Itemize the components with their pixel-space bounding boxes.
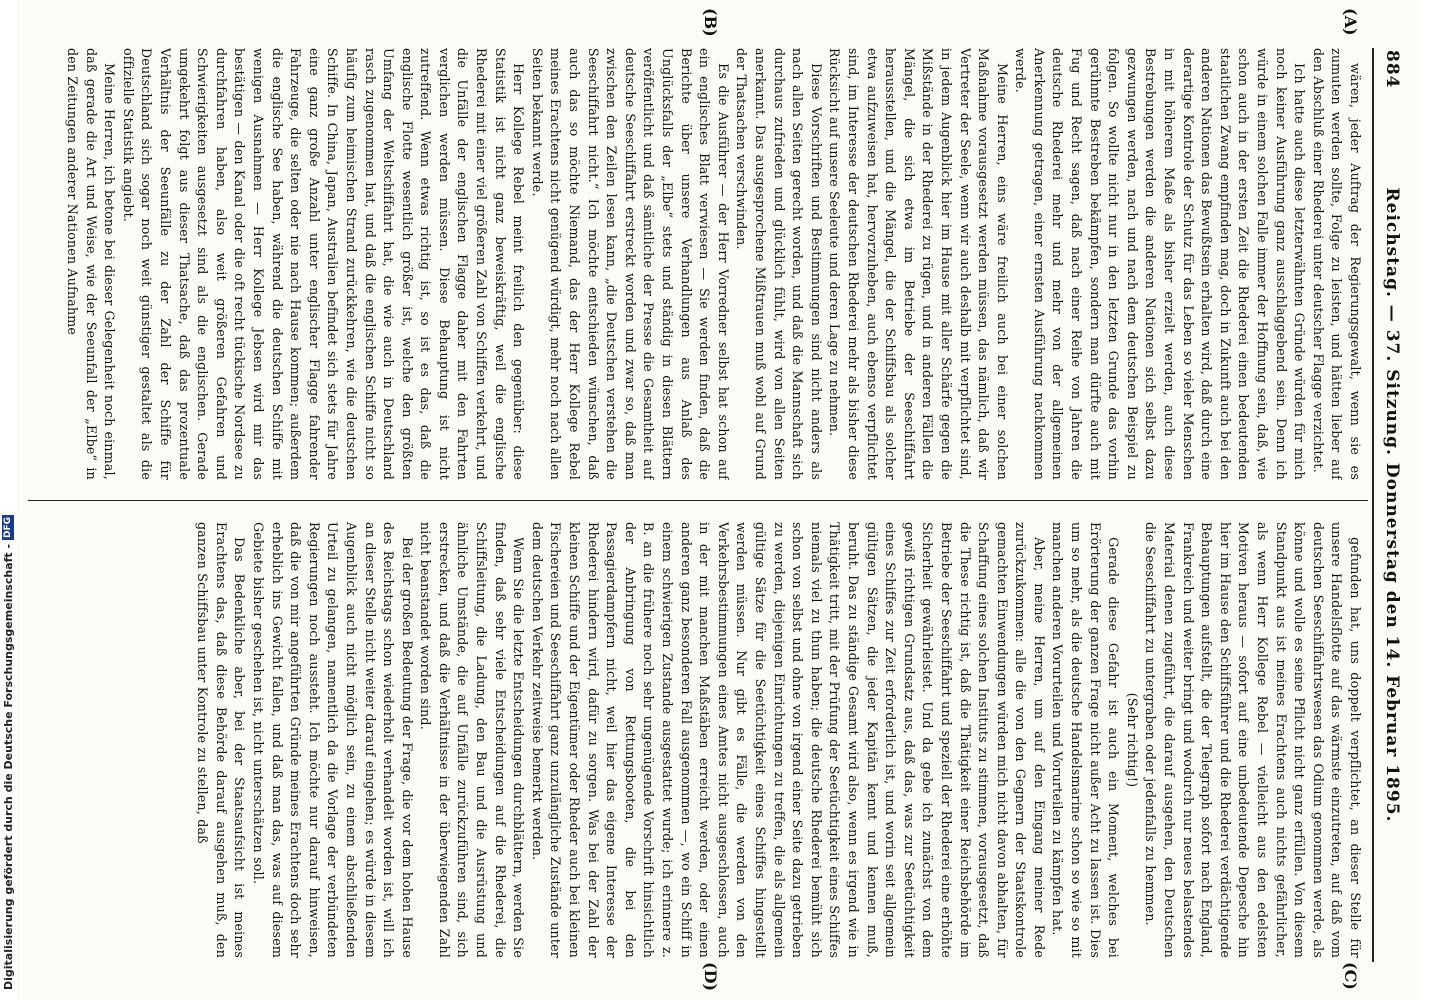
dfg-logo: DFG xyxy=(3,516,13,538)
paragraph: Meine Herren, eins wäre freilich auch bei einer solchen Maßnahme vorausgesetzt werden müssen, das nämlich, daß wir Vertreter der Seele, wenn wir auch deshalb mit verpflichtet sind, in jedem Augenblick hier im Hause mit aller Schärfe gegen die Mißstände in der Rhederei zu rügen, und in anderen Fällen die Mängel, die sich etwa im Betriebe der Seeschiffahrt herausstellen, und die Mängel, die der Schiffsbau als solcher etwa aufzuweisen hat, hervorzuheben, auch ebenso verpflichtet sind, im Interesse der deutschen Rhederei mehr als bisher diese Rücksicht auf unsere Seeleute und deren Lage zu nehmen. xyxy=(827,48,1010,480)
margin-mark-b: (B) xyxy=(701,8,720,37)
page-number: 884 xyxy=(1382,50,1402,89)
margin-mark-a: (A) xyxy=(1341,8,1360,36)
paragraph: Es die Ausführer — der Herr Vorredner selbst hat schon auf ein englisches Blatt verwiesen — Sie werden finden, daß die Berichte über unsere Verhandlungen aus Anlaß des Unglücksfalls der „Elbe“ stets und ständig in diesen Blättern veröffentlicht und daß sämtliche der Presse die Gesamtheit auf deutsche Seeschiffahrt erstreckt worden und zwar so, daß man zwischen den Zeilen lesen kann, „die Deutschen verstehen die Seeschiffahrt nicht.“ Ich möchte entschieden wünschen, daß auch das so möchte Niemand, das der Herr Kollege Rebel meines Erachtens nicht genügend würdigt, mehr noch nach allen Seiten bekannt werde. xyxy=(529,48,731,480)
digitization-footer xyxy=(0,430,16,1000)
paragraph: (Sehr richtig!) xyxy=(1124,692,1140,788)
paragraph: Meine Herren, ich betone bei dieser Gelegenheit noch einmal, daß gerade die Art und Weise, wie der Seeunfall der „Elbe“ in den Zeitungen anderer Nationen Aufnahme xyxy=(65,48,118,480)
right-column xyxy=(36,522,1364,958)
paragraph: Das Bedenkliche aber, bei der Staatsaufsicht ist meines Erachtens das, daß diese Behörde darauf ausgehen muß, den ganzen Schiffsbau unter Kontrole zu stellen, daß xyxy=(195,522,248,958)
margin-mark-c: (C) xyxy=(1341,962,1360,990)
paragraph: Ich hatte auch diese letzterwähnten Gründe würden für mich noch keiner Ausführung ganz ausschlaggebend sein. Denn ich würde in einem solchen Falle immer der Hoffnung sein, daß, wie schon auch in der ersten Zeit die Rhederei einen bedeutenden staatlichen Zwang empfinden mag, doch in Zukunft auch bei den anderen Nationen das Bewußtsein erhalten wird, daß durch eine derartige Kontrole der Schutz für das Leben so vieler Menschen in mit höherem Maße als bisher erzielt werden, auch diese Bestrebungen werden die anderen Nationen sich selbst dazu gezwungen werden, nach und nach dem deutschen Beispiel zu folgen. So wollte nicht nur in den letzten Grunde das vorhin gerühmte Bestreben bekämpfen, sondern man dürfte auch mit Fug und Recht sagen, daß nach einer Reihe von Jahren die deutsche Rhederei mehr und mehr von der allgemeinen Anerkennung getragen, einer ernsten Ausführung nachkommen werde. xyxy=(1013,48,1308,480)
header-rule xyxy=(1372,48,1374,962)
paragraph: Diese Vorschriften und Bestimmungen sind nicht anders als nach allen Seiten gerecht worden, und daß die Mannschaft sich durchaus zufrieden und glücklich fühlt, wird von allen Seiten anerkannt. Das ausgesprochene Mißtrauen muß wohl auf Grund der Thatsachen verschwinden. xyxy=(734,48,824,480)
paragraph: Wenn Sie die letzte Entscheidungen durchblättern, werden Sie finden, daß sehr viele Entscheidungen auf die Rhederei, die Schiffsleitung, die Ladung, den Bau und die Ausrüstung und ähnliche Umstände, die auf Unfälle zurückzuführen sind, sich erstrecken, und daß die Verhältnisse in der überwiegenden Zahl nicht beanstandet worden sind. xyxy=(418,522,527,958)
running-head: Reichstag. — 37. Sitzung. Donnerstag den 14. Februar 1895. xyxy=(1382,187,1402,823)
paragraph: gefunden hat, uns doppelt verpflichtet, an dieser Stelle für unsere Handelsflotte auf das wärmste einzutreten, auf daß vom deutschen Seeschiffahrtswesen das Odium genommen werde, als könne und wolle es seine Pflicht nicht ganz erfüllen. Von diesem Standpunkt aus ist meines Erachtens auch nichts gefährlicher, als wenn Herr Kollege Rebel — vielleicht aus den edelsten Motiven heraus — sofort auf eine unbedeutende Depesche hin hier im Hause den Schiffsführer und die Rhederei verdächtigende Behauptungen aufstellt, die der Telegraph sofort nach England, Frankreich und weiter bringt und wodurch nur neues belastendes Material denen zugeführt, die darauf ausgehen, den Deutschen die Seeschiffahrt zu untergraben oder jedenfalls zu hemmen. xyxy=(1143,522,1363,958)
paragraph: Bei der großen Bedeutung der Frage, die vor dem hohen Hause des Reichstags schon wiederholt verhandelt worden ist, will ich an dieser Stelle nicht weiter darauf eingehen; es würde in diesem Augenblick auch nicht möglich sein, zu einem abschließenden Urteil zu gelangen, namentlich da die Vorlage der verbündeten Regierungen noch aussteht. Ich möchte nur darauf hinweisen, daß die von mir angeführten Gründe meines Erachtens doch sehr erheblich ins Gewicht fallen, und daß man das, was auf diesem Gebiete bisher geschehen ist, nicht unterschätzen soll. xyxy=(250,522,415,958)
page-header xyxy=(1376,50,1406,960)
left-column xyxy=(36,48,1364,480)
footer-text: Digitalisierung gefördert durch die Deutsche Forschungsgemeinschaft - xyxy=(1,543,15,990)
paragraph: Aber, meine Herren, um auf den Eingang meiner Rede zurückzukommen: alle die von den Gegnern der Staatskontrole gemachten Einwendungen würden mich nicht davon abhalten, für Schaffung eines solchen Instituts zu stimmen, vorausgesetzt, daß die These richtig ist, daß die Thätigkeit einer Reichsbehörde im Betriebe der Seeschiffahrt und speziell der Rhederei eine erhöhte Sicherheit gewährleistet. Und da gebe ich zunächst von dem gewiß richtigen Grundsatz aus, daß das, was zur Seetüchtigkeit eines Schiffes zur Zeit erforderlich ist, und worin seit allgemein gültigen Sätzen, die jeder Kapitän kennt und kennen muß, beruht. Das zu ständige Gesamt wird also, wenn es irgend wie in Thätigkeit tritt, mit der Prüfung der Seetüchtigkeit eines Schiffes niemals viel zu thun haben; die deutsche Rhederei bemüht sich schon von selbst und ohne von irgend einer Seite dazu getrieben zu werden, diejenigen Einrichtungen zu treffen, die als allgemein gültige Sätze für die Seetüchtigkeit eines Schiffes hingestellt werden müssen. Nur gibt es Fälle, die werden von den Verkehrsbestimmungen eines Amtes nicht ausgeschlossen, auch in der mit manchen Maßstäben erreicht werden, oder einen anderen ganz besonderen Fall ausgenommen —, wo ein Schiff in einem schwierigen Zustande ausgestattet wurde; ich erinnere z. B. an die frühere noch sehr ungenügende Vorschrift hinsichtlich der Anbringung von Rettungsbooten, die bei den Passagierdampfern nicht, weil hier das eigene Interesse der Rhederei hindern wird, dafür zu sorgen. Was bei der Zahl der kleinen Schiffe und der Eigentümer oder Rheder auch bei kleinen Fischereien und Seeschiffahrt ganz unzulängliche Zustände unter dem deutschen Verkehr zeitweise bemerkt werden. xyxy=(529,522,1047,958)
paragraph: Gerade diese Gefahr ist auch ein Moment, welches bei Erörterung der ganzen Frage nicht außer Acht zu lassen ist. Dies um so mehr, als die deutsche Handelsmarine schon so wie so mit manchen anderen Vorurteilen und Vorurteilen zu kämpfen hat. xyxy=(1050,522,1122,958)
scanned-page xyxy=(18,0,1420,1000)
column-divider xyxy=(28,500,1368,501)
margin-mark-d: (D) xyxy=(701,962,720,992)
paragraph: wären, jeder Auftrag der Regierungsgewalt, wenn sie es zumuten werden sollte, Folge zu leisten, und hätten lieber auf den Abschluß einer Rhederei unter deutscher Flagge verzichtet. xyxy=(1310,48,1363,480)
paragraph: Herr Kollege Rebel meint freilich den gegenüber: diese Statistik ist nicht ganz beweiskräftig, weil die englische Rhederei mit einer viel größeren Zahl von Schiffen verkehrt, und die Unfälle der englischen Flagge daher mit den Fahrten verglichen werden müssen. Diese Behauptung ist nicht zutreffend. Wenn etwas richtig ist, so ist es das, daß die englische Flotte wesentlich größer ist, welche den größten Umfang der Weltschiffahrt hat, die wie auch in Deutschland rasch zugenommen hat, und daß die englischen Schiffe nicht so häufig zum heimischen Strand zurückkehren, wie die deutschen Schiffe. In China, Japan, Australien befindet sich stets für Jahre eine ganz große Anzahl unter englischer Flagge fahrender Fahrzeuge, die selten oder nie nach Hause kommen; außerdem die englische See haben, während die deutschen Schiffe mit wenigen Ausnahmen — Herr Kollege Jebsen wird mir das bestätigen — den Kanal oder die oft recht tückische Nordsee zu durchfahren haben, also weit größeren Gefahren und Schwierigkeiten ausgesetzt sind als die englischen. Gerade umgekehrt folgt aus dieser Thatsache, daß das prozentuale Verhältnis der Seeunfälle zu der Zahl der Schiffe für Deutschland sich sogar noch weit günstiger gestaltet als die offizielle Statistik angiebt. xyxy=(120,48,527,480)
